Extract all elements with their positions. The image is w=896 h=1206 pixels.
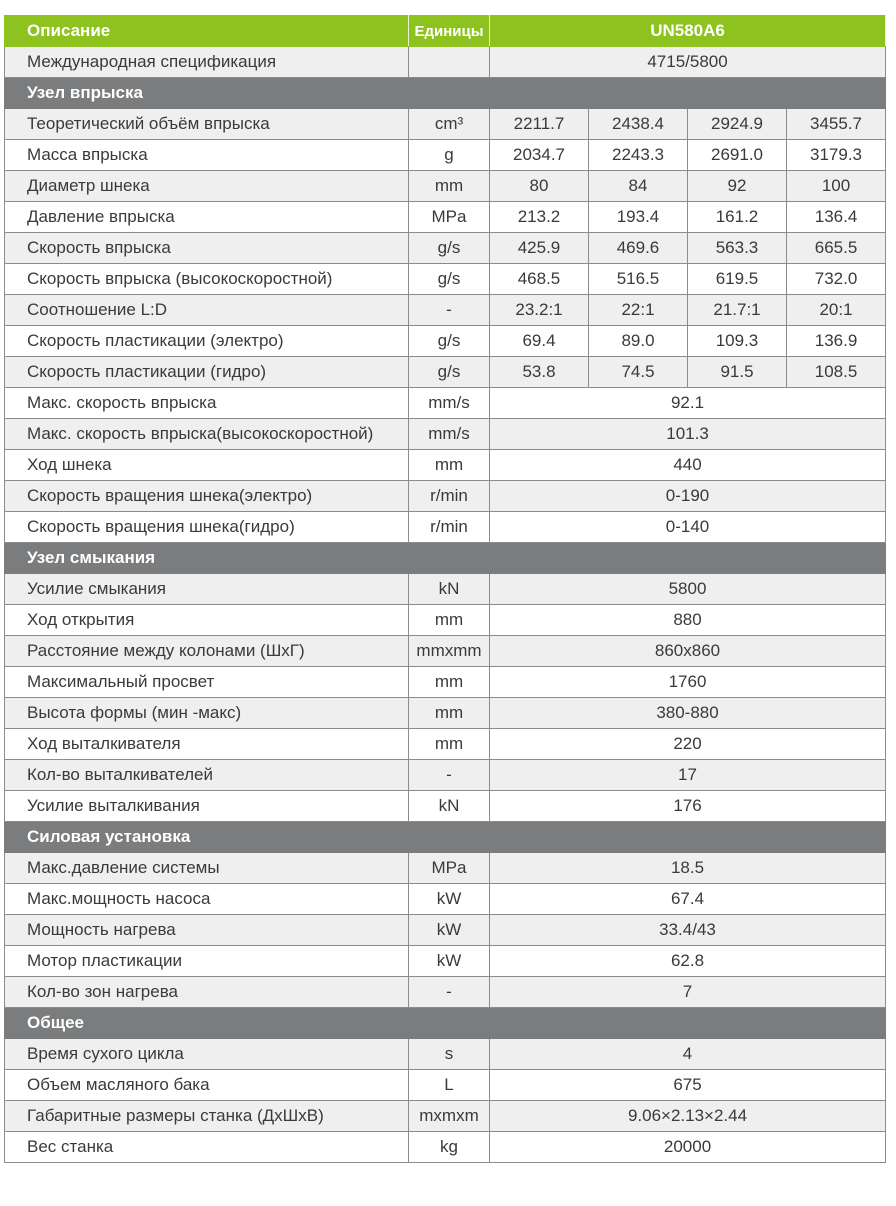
table-row (5, 481, 886, 512)
row-label: Расстояние между колонами (ШхГ) (5, 636, 409, 667)
row-label: Кол-во зон нагрева (5, 977, 409, 1008)
table-row (5, 1070, 886, 1101)
row-value: 2243.3 (589, 140, 688, 171)
row-label: Ход открытия (5, 605, 409, 636)
row-value: 23.2:1 (490, 295, 589, 326)
row-unit: r/min (409, 481, 490, 512)
row-value: 74.5 (589, 357, 688, 388)
row-value: 18.5 (490, 853, 886, 884)
row-label: Соотношение L:D (5, 295, 409, 326)
row-value: 220 (490, 729, 886, 760)
row-value: 136.9 (787, 326, 886, 357)
row-unit: mm/s (409, 388, 490, 419)
row-unit: g (409, 140, 490, 171)
row-label: Макс. скорость впрыска (5, 388, 409, 419)
table-row (5, 977, 886, 1008)
row-value: 468.5 (490, 264, 589, 295)
table-row (5, 946, 886, 977)
row-unit: kN (409, 791, 490, 822)
row-value: 675 (490, 1070, 886, 1101)
row-value: 84 (589, 171, 688, 202)
row-value: 516.5 (589, 264, 688, 295)
row-value: 425.9 (490, 233, 589, 264)
row-value: 92 (688, 171, 787, 202)
row-unit: kW (409, 946, 490, 977)
row-value: 563.3 (688, 233, 787, 264)
table-row (5, 884, 886, 915)
table-header-row (5, 16, 886, 47)
row-value: 67.4 (490, 884, 886, 915)
row-value: 2438.4 (589, 109, 688, 140)
row-value: 4715/5800 (490, 47, 886, 78)
row-unit: mm (409, 698, 490, 729)
row-label: Теоретический объём впрыска (5, 109, 409, 140)
row-value: 20:1 (787, 295, 886, 326)
table-row (5, 1101, 886, 1132)
row-unit: mmxmm (409, 636, 490, 667)
row-value: 732.0 (787, 264, 886, 295)
table-row (5, 760, 886, 791)
row-label: Скорость пластикации (гидро) (5, 357, 409, 388)
row-value: 136.4 (787, 202, 886, 233)
row-unit: mm (409, 729, 490, 760)
section-title: Узел смыкания (5, 543, 886, 574)
row-unit: - (409, 977, 490, 1008)
row-value: 3455.7 (787, 109, 886, 140)
row-label: Ход выталкивателя (5, 729, 409, 760)
row-value: 62.8 (490, 946, 886, 977)
row-unit: g/s (409, 233, 490, 264)
row-label: Макс.мощность насоса (5, 884, 409, 915)
header-description: Описание (5, 16, 409, 47)
row-value: 193.4 (589, 202, 688, 233)
table-row (5, 605, 886, 636)
row-value: 69.4 (490, 326, 589, 357)
header-units: Единицы (409, 16, 490, 47)
row-unit: - (409, 760, 490, 791)
row-value: 80 (490, 171, 589, 202)
table-row (5, 1132, 886, 1163)
row-unit: mm (409, 171, 490, 202)
row-unit: MPa (409, 202, 490, 233)
row-label: Диаметр шнека (5, 171, 409, 202)
row-value: 21.7:1 (688, 295, 787, 326)
row-value: 22:1 (589, 295, 688, 326)
row-label: Скорость вращения шнека(гидро) (5, 512, 409, 543)
row-value: 5800 (490, 574, 886, 605)
row-label: Скорость вращения шнека(электро) (5, 481, 409, 512)
row-value: 440 (490, 450, 886, 481)
row-unit: g/s (409, 357, 490, 388)
row-label: Макс. скорость впрыска(высокоскоростной) (5, 419, 409, 450)
row-unit: mm (409, 450, 490, 481)
row-value: 109.3 (688, 326, 787, 357)
row-value: 2211.7 (490, 109, 589, 140)
row-label: Объем масляного бака (5, 1070, 409, 1101)
row-unit: kW (409, 884, 490, 915)
row-value: 4 (490, 1039, 886, 1070)
row-unit: - (409, 295, 490, 326)
table-row (5, 512, 886, 543)
row-label: Давление впрыска (5, 202, 409, 233)
row-value: 2924.9 (688, 109, 787, 140)
row-label: Мотор пластикации (5, 946, 409, 977)
table-row (5, 140, 886, 171)
row-label: Международная спецификация (5, 47, 409, 78)
row-label: Максимальный просвет (5, 667, 409, 698)
row-label: Время сухого цикла (5, 1039, 409, 1070)
table-row (5, 419, 886, 450)
section-header (5, 1008, 886, 1039)
row-label: Скорость пластикации (электро) (5, 326, 409, 357)
row-unit: mm (409, 605, 490, 636)
row-value: 53.8 (490, 357, 589, 388)
row-unit: kg (409, 1132, 490, 1163)
row-value: 20000 (490, 1132, 886, 1163)
table-row (5, 698, 886, 729)
table-row (5, 171, 886, 202)
section-title: Узел впрыска (5, 78, 886, 109)
section-header (5, 822, 886, 853)
row-value: 100 (787, 171, 886, 202)
row-label: Кол-во выталкивателей (5, 760, 409, 791)
row-unit: mxmxm (409, 1101, 490, 1132)
row-unit: mm/s (409, 419, 490, 450)
row-label: Скорость впрыска (5, 233, 409, 264)
row-value: 665.5 (787, 233, 886, 264)
table-row-intl-spec (5, 47, 886, 78)
table-row (5, 357, 886, 388)
row-label: Скорость впрыска (высокоскоростной) (5, 264, 409, 295)
table-row (5, 667, 886, 698)
row-value: 469.6 (589, 233, 688, 264)
row-value: 0-190 (490, 481, 886, 512)
table-row (5, 636, 886, 667)
table-row (5, 264, 886, 295)
row-value: 0-140 (490, 512, 886, 543)
table-row (5, 791, 886, 822)
section-title: Общее (5, 1008, 886, 1039)
section-header (5, 78, 886, 109)
row-unit: L (409, 1070, 490, 1101)
row-unit: cm³ (409, 109, 490, 140)
row-unit: kW (409, 915, 490, 946)
table-row (5, 202, 886, 233)
row-value: 91.5 (688, 357, 787, 388)
table-row (5, 574, 886, 605)
row-label: Усилие смыкания (5, 574, 409, 605)
table-row (5, 326, 886, 357)
row-unit: r/min (409, 512, 490, 543)
table-row (5, 1039, 886, 1070)
row-unit (409, 47, 490, 78)
row-value: 33.4/43 (490, 915, 886, 946)
table-row (5, 295, 886, 326)
row-label: Макс.давление системы (5, 853, 409, 884)
row-value: 3179.3 (787, 140, 886, 171)
row-value: 860x860 (490, 636, 886, 667)
row-value: 213.2 (490, 202, 589, 233)
row-value: 380-880 (490, 698, 886, 729)
row-value: 880 (490, 605, 886, 636)
table-row (5, 853, 886, 884)
row-value: 89.0 (589, 326, 688, 357)
row-label: Вес станка (5, 1132, 409, 1163)
row-label: Высота формы (мин -макс) (5, 698, 409, 729)
table-row (5, 388, 886, 419)
row-label: Ход шнека (5, 450, 409, 481)
row-value: 176 (490, 791, 886, 822)
section-title: Силовая установка (5, 822, 886, 853)
table-row (5, 450, 886, 481)
row-value: 1760 (490, 667, 886, 698)
row-value: 92.1 (490, 388, 886, 419)
row-label: Мощность нагрева (5, 915, 409, 946)
row-value: 7 (490, 977, 886, 1008)
row-value: 17 (490, 760, 886, 791)
table-row (5, 233, 886, 264)
row-value: 619.5 (688, 264, 787, 295)
table-row (5, 729, 886, 760)
row-value: 2034.7 (490, 140, 589, 171)
section-header (5, 543, 886, 574)
row-unit: mm (409, 667, 490, 698)
row-label: Габаритные размеры станка (ДхШхВ) (5, 1101, 409, 1132)
row-unit: s (409, 1039, 490, 1070)
table-row (5, 109, 886, 140)
row-value: 2691.0 (688, 140, 787, 171)
row-label: Усилие выталкивания (5, 791, 409, 822)
table-row (5, 915, 886, 946)
row-unit: g/s (409, 326, 490, 357)
row-unit: MPa (409, 853, 490, 884)
row-value: 9.06×2.13×2.44 (490, 1101, 886, 1132)
row-value: 161.2 (688, 202, 787, 233)
header-model: UN580A6 (490, 16, 886, 47)
spec-table (4, 15, 886, 1163)
row-value: 108.5 (787, 357, 886, 388)
row-value: 101.3 (490, 419, 886, 450)
row-unit: kN (409, 574, 490, 605)
row-label: Масса впрыска (5, 140, 409, 171)
row-unit: g/s (409, 264, 490, 295)
